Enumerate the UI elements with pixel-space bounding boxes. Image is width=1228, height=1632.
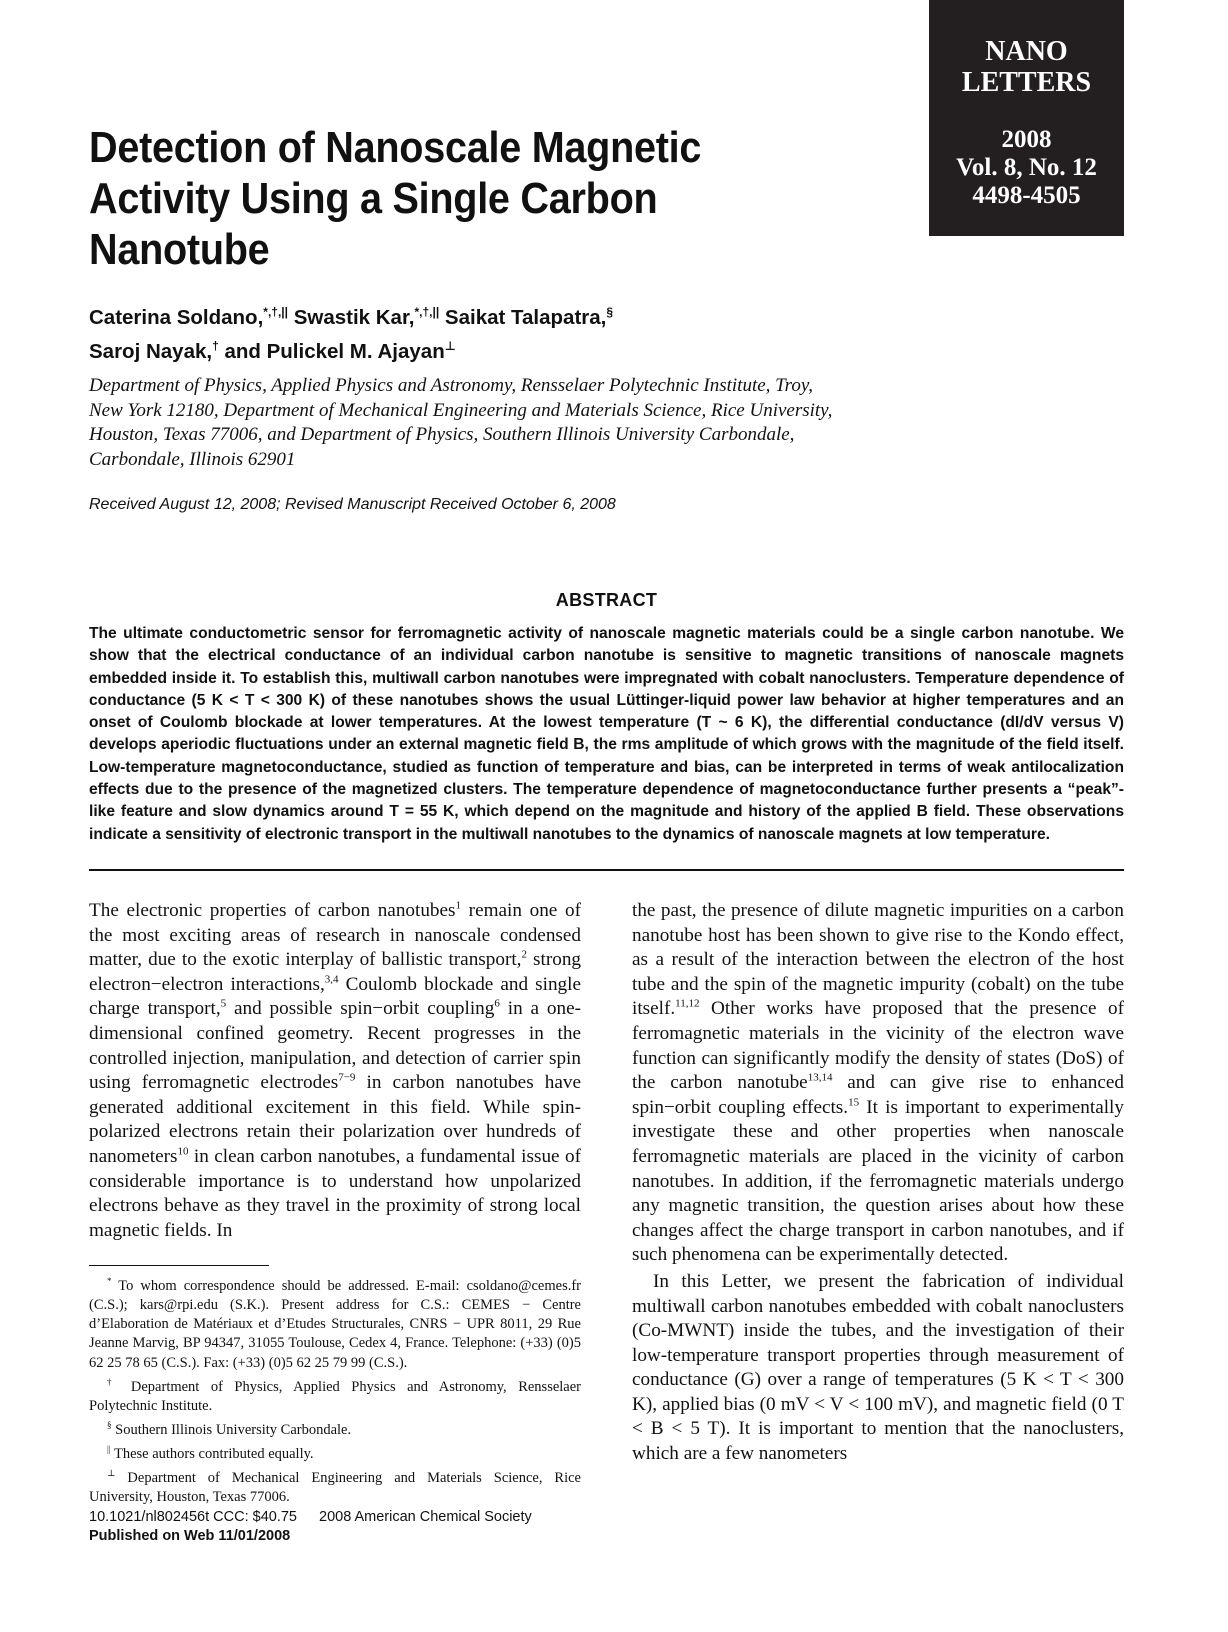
author-mark: *,†,|| — [263, 305, 289, 319]
body-text: The electronic properties of carbon nanotubes — [89, 900, 456, 921]
body-text: the past, the presence of dilute magnetic impurities on a carbon nanotube host has been shown to give rise to the Kondo effect, as a result of the interaction between the electron of the host tube and the spin of the magnetic impurity (cobalt) on the tube itself. — [632, 900, 1124, 1020]
journal-name-line2: LETTERS — [961, 67, 1092, 98]
abstract-heading: ABSTRACT — [555, 590, 658, 610]
author-soldano: Caterina Soldano, — [89, 305, 264, 329]
body-text: Other works have proposed that the presence of ferromagnetic materials in the vicinity of the electron wave function can significantly modify the density of states (DoS) of the carbon nanotube — [632, 998, 1124, 1094]
footnote-mark: § — [107, 1420, 112, 1431]
author-list — [89, 298, 789, 366]
footnote — [89, 1416, 581, 1440]
footnote-mark: ⊥ — [107, 1468, 116, 1479]
footnote-text: Department of Physics, Applied Physics and Astronomy, Rensselaer Polytechnic Institute. — [89, 1378, 581, 1414]
author-talapatra: Saikat Talapatra, — [439, 305, 607, 329]
author-mark: † — [212, 338, 219, 353]
body-column-left — [89, 899, 581, 1243]
journal-name-line1: NANO — [985, 36, 1068, 67]
citation: 13,14 — [807, 1071, 833, 1084]
journal-pages: 4498-4505 — [972, 182, 1081, 209]
body-text: strong electron−electron interactions, — [89, 949, 582, 995]
body-text: and can give rise to enhanced spin−orbit coupling effects. — [632, 1072, 1124, 1118]
citation: 2 — [521, 948, 527, 961]
paper-title: Detection of Nanoscale Magnetic Activity Using a Single Carbon Nanotube — [89, 123, 702, 274]
author-mark: § — [606, 305, 614, 319]
footnote-text: Southern Illinois University Carbondale. — [111, 1421, 352, 1438]
body-paragraph: In this Letter, we present the fabrication of individual multiwall carbon nanotubes embedded with cobalt nanoclusters (Co-MWNT) inside the tubes, and the investigation of their low-temperature transport properties through measurement of conductance (G) over a range of temperatures (5 K < T < 300 K), applied bias (0 mV < V < 100 mV), and magnetic field (0 T < B < 5 T). It is important to mention that the nanoclusters, which are a few nanometers — [632, 1270, 1124, 1465]
footnote — [89, 1440, 581, 1464]
citation: 5 — [220, 997, 227, 1010]
body-text: Coulomb blockade and single charge transport, — [89, 973, 581, 1020]
citation: 7−9 — [338, 1071, 356, 1084]
citation: 15 — [848, 1096, 860, 1109]
body-text: remain one of the most exciting areas of research in nanoscale condensed matter, due to the exotic interplay of ballistic transport, — [89, 900, 581, 971]
body-paragraph — [632, 899, 1124, 1268]
journal-volume: Vol. 8, No. 12 — [956, 154, 1097, 181]
received-dates: Received August 12, 2008; Revised Manuscript Received October 6, 2008 — [89, 496, 616, 513]
affiliations: Department of Physics, Applied Physics and Astronomy, Rensselaer Polytechnic Institute, Troy, New York 12180, Department of Mechanical Engineering and Materials Science, Rice University, Houston, Texas 77006, and Department of Physics, Southern Illinois University Carbondale, Carbondale, Illinois 62901 — [89, 375, 833, 470]
footnote-mark: † — [107, 1376, 120, 1387]
body-text: in clean carbon nanotubes, a fundamental issue of considerable importance is to understand how unpolarized electrons behave as they travel in the proximity of strong local magnetic fields. In — [89, 1145, 581, 1241]
copyright-text: 2008 American Chemical Society — [319, 1509, 532, 1525]
citation: 1 — [455, 899, 462, 912]
abstract-text: The ultimate conductometric sensor for ferromagnetic activity of nanoscale magnetic materials could be a single carbon nanotube. We show that the electrical conductance of an individual carbon nanotube is sensitive to magnetic transitions of nanoscale magnets embedded inside it. To establish this, multiwall carbon nanotubes were impregnated with cobalt nanoclusters. Temperature dependence of conductance (5 K < T < 300 K) of these nanotubes shows the usual Lüttinger-liquid power law behavior at higher temperatures and an onset of Coulomb blockade at lower temperatures. At the lowest temperature (T ~ 6 K), the differential conductance (dI/dV versus V) develops aperiodic fluctuations under an external magnetic field B, the rms amplitude of which grows with the magnitude of the field itself. Low-temperature magnetoconductance, studied as function of temperature and bias, can be interpreted in terms of weak antilocalization effects due to the presence of the magnetized clusters. The temperature dependence of magnetoconductance further presents a “peak”-like feature and slow dynamics around T = 55 K, which depend on the magnitude and history of the applied B field. These observations indicate a sensitivity of electronic transport in the multiwall nanotubes to the dynamics of nanoscale magnets at low temperature. — [89, 625, 1124, 843]
page-footer — [89, 1508, 649, 1546]
author-line-1 — [89, 298, 789, 332]
footnote — [89, 1373, 581, 1416]
author-mark: ⊥ — [444, 338, 456, 353]
footnote — [89, 1272, 581, 1373]
footnote-mark: || — [107, 1444, 111, 1455]
body-text: It is important to experimentally investigate these and other properties when nanoscale ferromagnetic materials are placed in the vicinity of carbon nanotubes. In addition, if the ferromagnetic materials undergo any magnetic transition, the question arises about how these changes affect the charge transport in carbon nanotubes, and if such phenomena can be experimentally detected. — [632, 1096, 1124, 1266]
citation: 11,12 — [675, 997, 700, 1010]
published-date: Published on Web 11/01/2008 — [89, 1528, 291, 1544]
doi-text: 10.1021/nl802456t CCC: $40.75 — [89, 1509, 297, 1525]
author-nayak: Saroj Nayak, — [89, 339, 213, 363]
journal-badge — [929, 0, 1124, 236]
footnote-divider — [89, 1265, 269, 1266]
body-text: in a one-dimensional confined geometry. Recent progresses in the controlled injection, manipulation, and detection of carrier spin using ferromagnetic electrodes — [89, 998, 581, 1094]
footnotes — [89, 1272, 581, 1507]
footnote-text: Department of Mechanical Engineering and Materials Science, Rice University, Houston, Texas 77006. — [89, 1469, 581, 1506]
section-divider — [89, 869, 1124, 871]
citation: 3,4 — [324, 973, 339, 986]
citation: 6 — [494, 997, 500, 1010]
footnote-mark: * — [107, 1276, 112, 1286]
author-ajayan: and Pulickel M. Ajayan — [218, 339, 445, 363]
body-text: and possible spin−orbit coupling — [226, 998, 495, 1020]
journal-year: 2008 — [1001, 126, 1052, 153]
footnote-text: These authors contributed equally. — [110, 1445, 314, 1462]
citation: 10 — [177, 1145, 189, 1158]
author-mark: *,†,|| — [414, 305, 440, 319]
footnote-text: To whom correspondence should be addressed. E-mail: csoldano@cemes.fr (C.S.); kars@rpi.edu (S.K.). Present address for C.S.: CEMES − Centre d’Elaboration de Matériaux et d’Etudes Structurales, CNRS − UPR 8011, 29 Rue Jeanne Marvig, BP 94347, 31055 Toulouse, Cedex 4, France. Telephone: (+33) (0)5 62 25 78 65 (C.S.). Fax: (+33) (0)5 62 25 79 99 (C.S.). — [89, 1277, 581, 1371]
author-line-2 — [89, 332, 789, 366]
body-column-right — [632, 899, 1124, 1467]
body-text: in carbon nanotubes have generated additional excitement in this field. While spin-polarized electrons retain their polarization over hundreds of nanometers — [89, 1072, 582, 1167]
author-kar: Swastik Kar, — [288, 305, 415, 329]
footnote — [89, 1464, 581, 1507]
footer-line-1 — [89, 1508, 649, 1527]
